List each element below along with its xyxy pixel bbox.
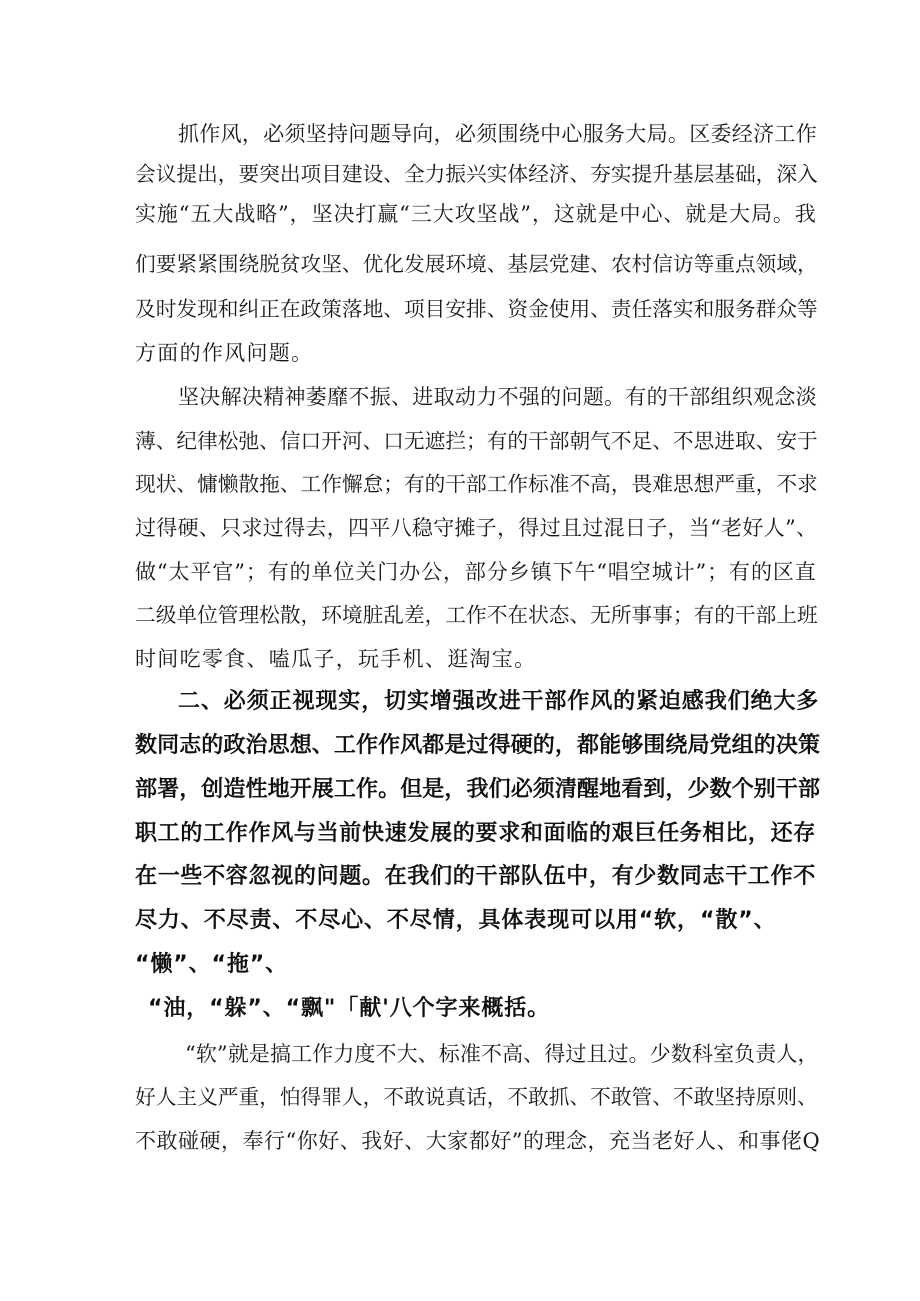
paragraph-2-line-4: 过得硬、只求过得去，四平八稳守摊子，得过且过混日子，当“老好人”、 bbox=[135, 516, 818, 540]
paragraph-2-line-1: 坚决解决精神萎靡不振、进取动力不强的问题。有的干部组织观念淡 bbox=[178, 385, 817, 409]
paragraph-1-line-6: 方面的作风问题。 bbox=[135, 341, 314, 365]
paragraph-3-line-6: 尽力、不尽责、不尽心、不尽情，具体表现可以用“软，“散”、 bbox=[135, 908, 777, 933]
paragraph-1-line-5: 及时发现和纠正在政策落地、项目安排、资金使用、责任落实和服务群众等 bbox=[135, 297, 818, 321]
paragraph-4-line-1: “软”就是搞工作力度不大、标准不高、得过且过。少数科室负责人， bbox=[185, 1042, 819, 1066]
paragraph-3-line-2: 数同志的政治思想、工作作风都是过得硬的，都能够围绕局党组的决策 bbox=[135, 733, 821, 758]
paragraph-1-line-4: 们要紧紧围绕脱贫攻坚、优化发展环境、基层党建、农村信访等重点领域， bbox=[135, 252, 818, 276]
paragraph-2-line-7: 时间吃零食、嗑瓜子，玩手机、逛淘宝。 bbox=[135, 647, 537, 671]
section-heading-line-1: 二、必须正视现实，切实增强改进干部作风的紧迫感我们绝大多 bbox=[178, 689, 820, 714]
paragraph-1-line-2: 会议提出，要突出项目建设、全力振兴实体经济、夯实提升基层基础，深入 bbox=[135, 162, 818, 186]
paragraph-2-line-6: 二级单位管理松散，环境脏乱差，工作不在状态、无所事事；有的干部上班 bbox=[135, 603, 818, 627]
paragraph-3-line-4: 职工的工作作风与当前快速发展的要求和面临的艰巨任务相比，还存 bbox=[135, 821, 817, 846]
paragraph-2-line-2: 薄、纪律松弛、信口开河、口无遮拦；有的干部朝气不足、不思进取、安于 bbox=[135, 429, 818, 453]
paragraph-3-line-7: “懒”、“拖”、 bbox=[135, 952, 289, 977]
paragraph-2-line-5: 做“太平官”；有的单位关门办公，部分乡镇下午“唱空城计”；有的区直 bbox=[135, 560, 817, 584]
paragraph-3-line-3: 部署，创造性地开展工作。但是，我们必须清醒地看到，少数个别干部 bbox=[135, 777, 821, 802]
paragraph-4-line-3: 不敢碰硬，奉行“你好、我好、大家都好”的理念，充当老好人、和事佬Q bbox=[135, 1129, 821, 1153]
paragraph-2-line-3: 现状、慵懒散拖、工作懈怠；有的干部工作标准不高，畏难思想严重，不求 bbox=[135, 472, 818, 496]
paragraph-1-line-1: 抓作风，必须坚持问题导向，必须围绕中心服务大局。区委经济工作 bbox=[178, 122, 817, 146]
paragraph-4-line-2: 好人主义严重，怕得罪人，不敢说真话，不敢抓、不敢管、不敢坚持原则、 bbox=[135, 1085, 818, 1109]
paragraph-1-line-3: 实施“五大战略”，坚决打赢“三大攻坚战”，这就是中心、就是大局。我 bbox=[135, 202, 817, 226]
paragraph-3-line-5: 在一些不容忽视的问题。在我们的干部队伍中，有少数同志干工作不 bbox=[135, 864, 817, 889]
paragraph-3-line-8: “油，“躲”、“飘"「献'八个字来概括。 bbox=[148, 996, 551, 1021]
